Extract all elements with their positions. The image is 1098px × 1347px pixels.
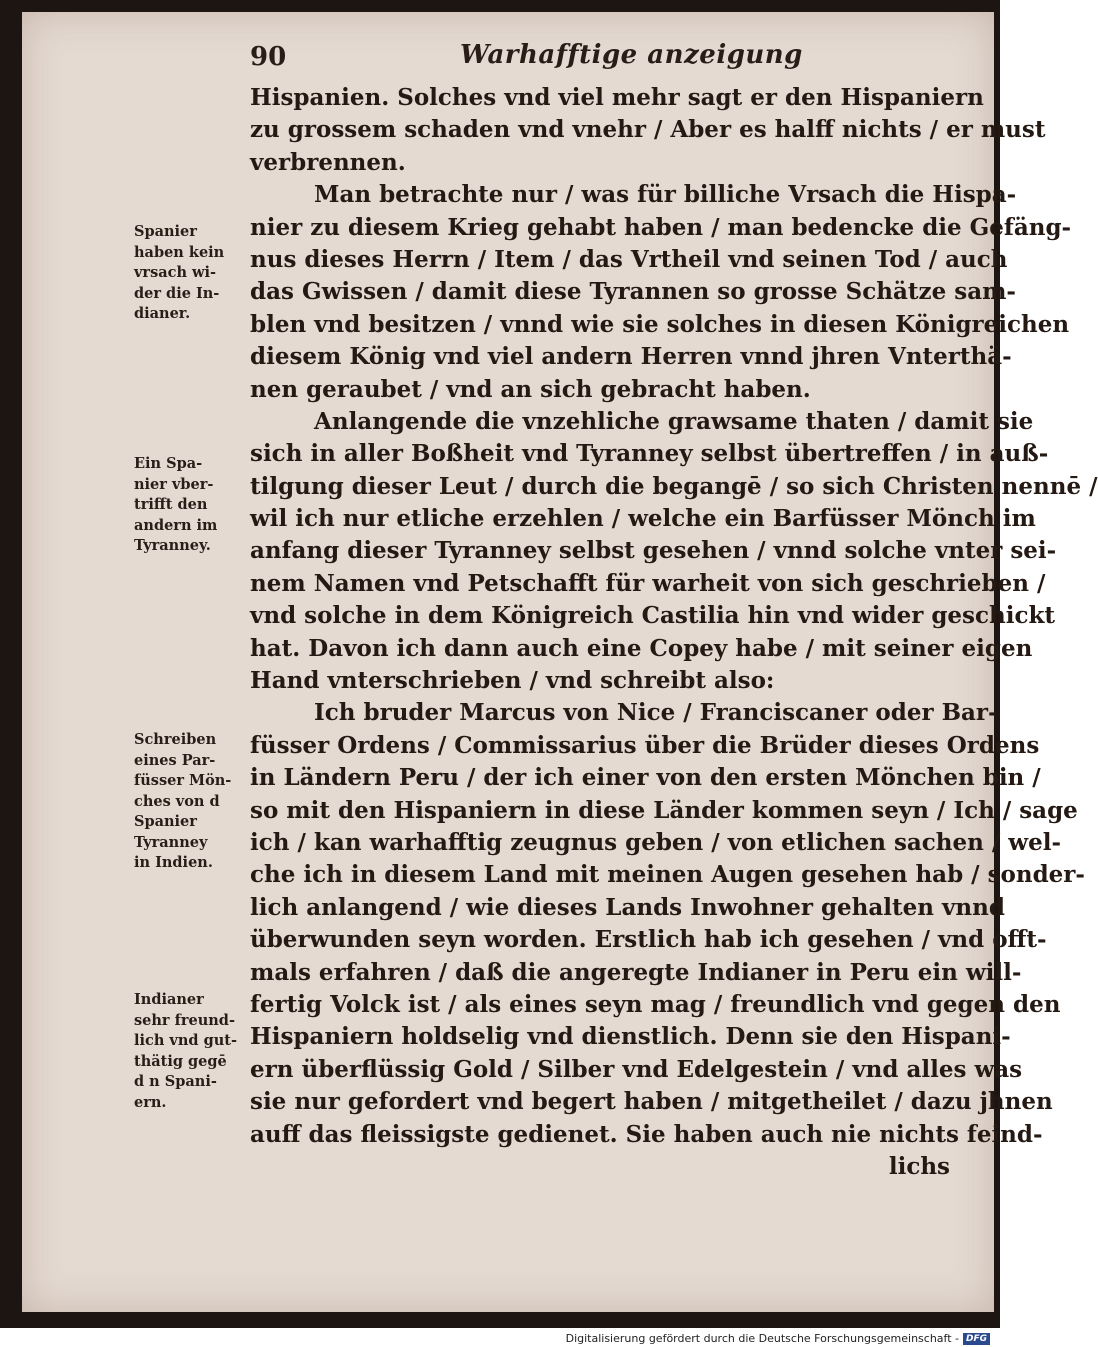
margin-note-line: in Indien. [134, 854, 213, 871]
text-line: fertig Volck ist / als eines seyn mag / freundlich vnd gegen den [250, 990, 1061, 1018]
text-line: nen geraubet / vnd an sich gebracht haben. [250, 375, 811, 403]
margin-note-line: eines Par- [134, 751, 216, 769]
margin-note-line: Spanier [134, 813, 197, 830]
margin-note-line: andern im [134, 516, 218, 534]
text-line: das Gwissen / damit diese Tyrannen so grosse Schätze sam- [250, 278, 1016, 306]
text-line: Hand vnterschrieben / vnd schreibt also: [250, 667, 775, 695]
margin-note-line: dianer. [134, 305, 191, 322]
text-line: hat. Davon ich dann auch eine Copey habe / mit seiner eigen [250, 634, 1033, 662]
text-line: nier zu diesem Krieg gehabt haben / man bedencke die Gefäng- [250, 213, 1072, 241]
text-line: überwunden seyn worden. Erstlich hab ich gesehen / vnd offt- [250, 926, 1047, 954]
margin-note-line: thätig gegē [134, 1052, 227, 1070]
margin-note-line: füsser Mön- [134, 772, 232, 789]
margin-note-line: nier vber- [134, 475, 214, 493]
text-line: füsser Ordens / Commissarius über die Brüder dieses Ordens [250, 731, 1040, 759]
dfg-logo: DFG [963, 1333, 990, 1345]
text-line: ern überflüssig Gold / Silber vnd Edelgestein / vnd alles was [250, 1055, 1023, 1083]
running-head: Warhafftige anzeigung [460, 40, 803, 70]
text-line: ich / kan warhafftig zeugnus geben / von etlichen sachen / wel- [250, 828, 1062, 856]
text-line: sie nur gefordert vnd begert haben / mitgetheilet / dazu jhnen [250, 1088, 1053, 1116]
text-line: che ich in diesem Land mit meinen Augen gesehen hab / sonder- [250, 861, 1085, 889]
page-header [250, 36, 850, 76]
text-line: Hispanien. Solches vnd viel mehr sagt er den Hispaniern [250, 84, 984, 111]
margin-note-line: Spanier [134, 223, 197, 240]
text-line: anfang dieser Tyranney selbst gesehen / vnnd solche vnter sei- [250, 537, 1057, 565]
text-line: nus dieses Herrn / Item / das Vrtheil vnd seinen Tod / auch [250, 245, 1008, 273]
margin-note-line: Indianer [134, 991, 204, 1008]
margin-note-line: der die In- [134, 284, 220, 302]
text-line: sich in aller Boßheit vnd Tyranney selbst übertreffen / in auß- [250, 440, 1049, 468]
margin-note-line: Ein Spa- [134, 455, 203, 472]
page-number: 90 [250, 42, 287, 72]
text-line: nem Namen vnd Petschafft für warheit von sich geschrieben / [250, 569, 1046, 597]
margin-note-line: trifft den [134, 496, 208, 513]
text-line: tilgung dieser Leut / durch die begangē / so sich Christen nennē / [250, 472, 1098, 500]
footer-credit-text: Digitalisierung gefördert durch die Deutsche Forschungsgemeinschaft - [565, 1332, 959, 1345]
text-line: so mit den Hispaniern in diese Länder kommen seyn / Ich / sage [250, 796, 1078, 824]
margin-note-line: Tyranney. [134, 537, 211, 554]
margin-note-line: d n Spani- [134, 1073, 217, 1090]
footer-credit [566, 1332, 990, 1345]
text-line: lich anlangend / wie dieses Lands Inwohner gehalten vnnd [250, 893, 1005, 921]
margin-note-line: Schreiben [134, 731, 217, 748]
body-text [250, 82, 1098, 1183]
margin-note-2 [134, 454, 240, 557]
text-line: auff das fleissigste gedienet. Sie haben auch nie nichts feind- [250, 1120, 1043, 1148]
margin-note-line: vrsach wi- [134, 264, 217, 281]
text-line: verbrennen. [250, 148, 406, 176]
text-line: in Ländern Peru / der ich einer von den ersten Mönchen bin / [250, 764, 1041, 792]
text-line: zu grossem schaden vnd vnehr / Aber es halff nichts / er must [250, 116, 1046, 144]
margin-note-line: haben kein [134, 243, 225, 261]
margin-note-line: lich vnd gut- [134, 1032, 237, 1049]
text-line: lichs [888, 1152, 950, 1180]
text-line: blen vnd besitzen / vnnd wie sie solches in diesen Königreichen [250, 310, 1070, 338]
text-line: Man betrachte nur / was für billiche Vrsach die Hispa- [314, 181, 1017, 209]
text-line: Hispaniern holdselig vnd dienstlich. Denn sie den Hispani- [250, 1023, 1011, 1051]
margin-note-line: ches von d [134, 792, 220, 810]
margin-note-line: sehr freund- [134, 1011, 235, 1029]
margin-note-1 [134, 222, 240, 325]
text-line: Anlangende die vnzehliche grawsame thaten / damit sie [314, 407, 1034, 435]
text-line: diesem König vnd viel andern Herren vnnd jhren Vnterthä- [250, 343, 1012, 371]
text-line: vnd solche in dem Königreich Castilia hin vnd wider geschickt [250, 602, 1056, 630]
text-line: Ich bruder Marcus von Nice / Franciscaner oder Bar- [314, 699, 998, 727]
text-line: wil ich nur etliche erzehlen / welche ein Barfüsser Mönch im [250, 505, 1036, 533]
margin-note-line: Tyranney [134, 833, 208, 851]
margin-note-line: ern. [134, 1093, 167, 1111]
margin-note-3 [134, 730, 240, 874]
text-line: mals erfahren / daß die angeregte Indianer in Peru ein will- [250, 958, 1022, 986]
margin-note-4 [134, 990, 240, 1113]
